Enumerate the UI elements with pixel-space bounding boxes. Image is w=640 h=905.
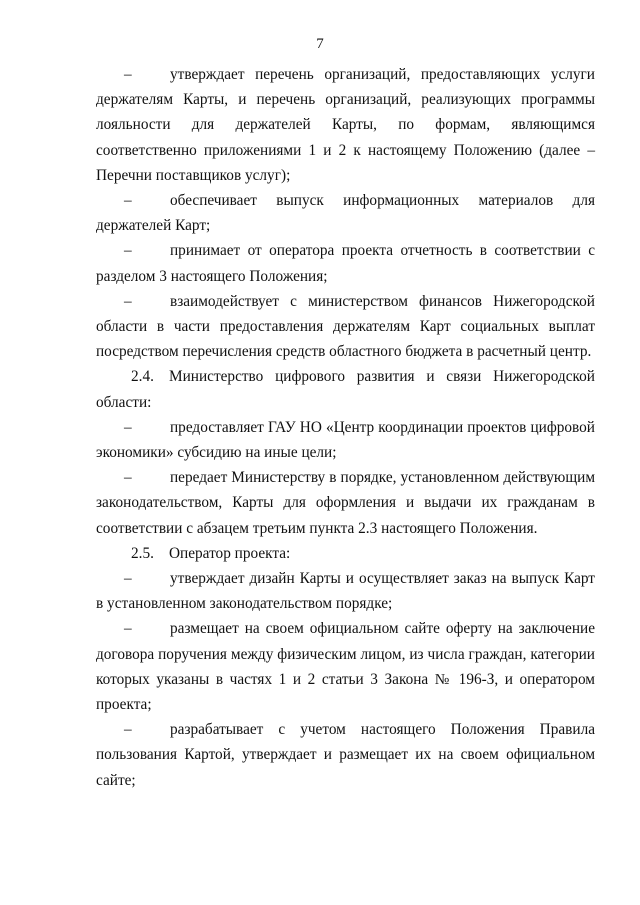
bullet-paragraph <box>96 566 595 616</box>
bullet-paragraph <box>96 616 595 717</box>
paragraph-text: передает Министерству в порядке, установленном действующим законодательством, Карты для оформления и выдачи их гражданам в соответствии с абзацем третьим пункта 2.3 настоящего Положения. <box>96 469 595 537</box>
paragraph-text: взаимодействует с министерством финансов Нижегородской области в части предоставления держателям Карт социальных выплат посредством перечисления средств областного бюджета в расчетный центр. <box>96 292 595 361</box>
paragraph-text: принимает от оператора проекта отчетность в соответствии с разделом 3 настоящего Положения; <box>96 242 595 285</box>
paragraph-text: Министерство цифрового развития и связи Нижегородской области: <box>96 368 595 411</box>
bullet-paragraph <box>96 465 595 541</box>
dash-marker: – <box>124 620 132 638</box>
bullet-paragraph <box>96 289 595 365</box>
bullet-paragraph <box>96 238 595 288</box>
dash-marker: – <box>124 469 132 487</box>
bullet-paragraph <box>96 717 595 793</box>
bullet-paragraph <box>96 415 595 465</box>
dash-marker: – <box>124 721 132 739</box>
paragraph-text: разрабатывает с учетом настоящего Положения Правила пользования Картой, утверждает и размещает их на своем официальном сайте; <box>96 721 595 789</box>
dash-marker: – <box>124 192 132 210</box>
dash-marker: – <box>124 242 132 260</box>
clause-number: 2.5. <box>131 544 154 562</box>
document-body <box>96 62 595 793</box>
paragraph-text: предоставляет ГАУ НО «Центр координации проектов цифровой экономики» субсидию на иные цели; <box>96 418 595 462</box>
page-number: 7 <box>316 36 324 52</box>
paragraph-text: обеспечивает выпуск информационных материалов для держателей Карт; <box>96 192 595 235</box>
dash-marker: – <box>124 418 132 436</box>
paragraph-text: Оператор проекта: <box>169 544 291 562</box>
bullet-paragraph <box>96 188 595 238</box>
dash-marker: – <box>124 66 132 83</box>
dash-marker: – <box>124 570 132 588</box>
clause-number: 2.4. <box>131 368 154 386</box>
paragraph-text: утверждает перечень организаций, предоставляющих услуги держателям Карты, и перечень организаций, реализующих программы лояльности для держателей Карты, по формам, являющимся соответственно приложениями 1 и 2 к настоящему Положению (далее – Перечни поставщиков услуг); <box>96 66 595 184</box>
bullet-paragraph <box>96 62 595 188</box>
dash-marker: – <box>124 292 132 310</box>
clause-paragraph <box>96 364 595 414</box>
paragraph-text: утверждает дизайн Карты и осуществляет заказ на выпуск Карт в установленном законодательством порядке; <box>96 570 595 613</box>
paragraph-text: размещает на своем официальном сайте оферту на заключение договора поручения между физическим лицом, из числа граждан, категории которых указаны в частях 1 и 2 статьи 3 Закона № 196-З, и оператором проекта; <box>96 620 595 714</box>
clause-paragraph <box>96 541 595 566</box>
